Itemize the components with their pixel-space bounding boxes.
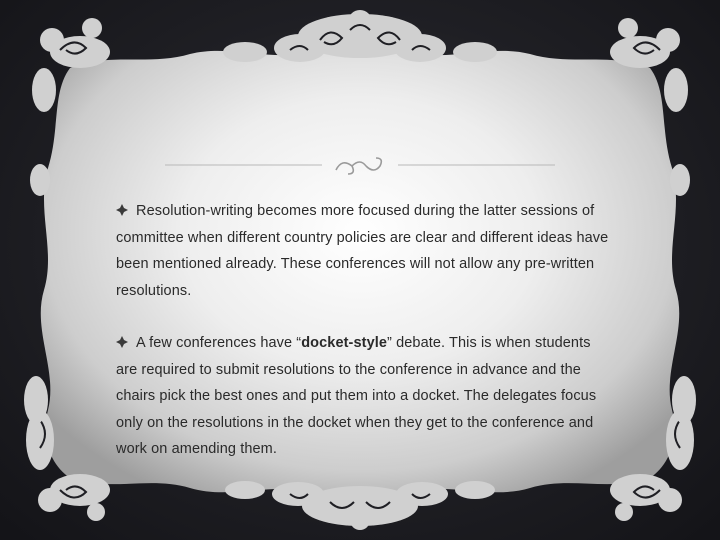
four-petal-diamond-bullet-icon bbox=[116, 204, 128, 216]
content-area bbox=[116, 198, 610, 489]
docket-style-term: docket-style bbox=[301, 335, 388, 351]
paragraph-2-text-after: ” debate. This is when students are required to submit resolutions to the conference in advance and the chairs pick the best ones and put them into a docket. The delegates focus only on the resolutions in the docket when they get to the conference and work on amending them. bbox=[116, 335, 597, 457]
top-ornament bbox=[223, 10, 497, 62]
paragraph-1-text: Resolution-writing becomes more focused during the latter sessions of committee when different country policies are clear and different ideas have been mentioned already. These conferences will not allow any pre-written resolutions. bbox=[116, 203, 609, 299]
four-petal-diamond-bullet-icon bbox=[116, 336, 128, 348]
paragraph-2-text-before: A few conferences have “ bbox=[136, 335, 302, 351]
bullet-paragraph-2 bbox=[116, 330, 610, 463]
bullet-paragraph-1 bbox=[116, 198, 610, 304]
